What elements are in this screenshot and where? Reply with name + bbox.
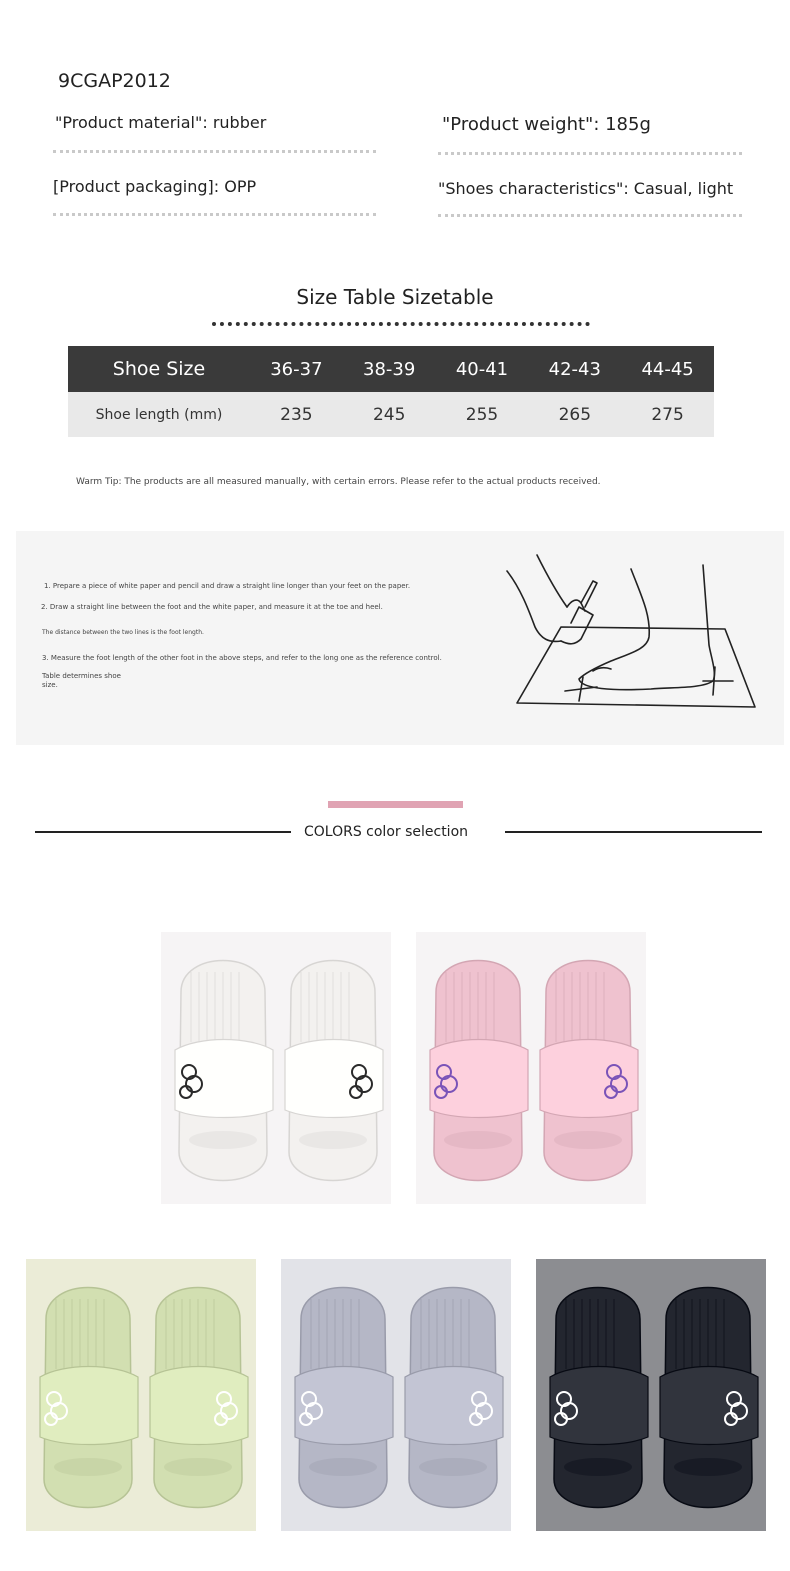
size-table-header-row	[68, 346, 714, 392]
slipper-pair-image	[536, 1259, 766, 1531]
slipper-pair-image	[161, 932, 391, 1204]
measure-table-note-1: Table determines shoe	[42, 672, 121, 680]
row-cell: 265	[528, 392, 621, 437]
color-option-gray[interactable]	[281, 1259, 511, 1531]
accent-bar	[328, 801, 463, 808]
size-table-title: Size Table Sizetable	[296, 285, 494, 309]
shoe-characteristics: "Shoes characteristics": Casual, light	[438, 179, 734, 198]
color-option-black[interactable]	[536, 1259, 766, 1531]
slipper-pair-image	[416, 932, 646, 1204]
header-cell: 42-43	[528, 346, 621, 392]
row-cell: 245	[343, 392, 436, 437]
product-material: "Product material": rubber	[55, 113, 267, 132]
divider	[53, 213, 376, 216]
measure-step-2: 2. Draw a straight line between the foot and the white paper, and measure it at the toe and heel.	[41, 603, 383, 611]
divider	[53, 150, 376, 153]
slipper-pair-image	[281, 1259, 511, 1531]
header-cell: 44-45	[621, 346, 714, 392]
row-cell: Shoe length (mm)	[68, 392, 250, 437]
color-option-green[interactable]	[26, 1259, 256, 1531]
product-packaging: [Product packaging]: OPP	[53, 177, 257, 196]
measure-step-2-note: The distance between the two lines is the foot length.	[42, 629, 204, 636]
row-cell: 255	[436, 392, 529, 437]
title-underline	[212, 322, 590, 326]
header-cell: 36-37	[250, 346, 343, 392]
colors-title: COLORS color selection	[303, 824, 469, 840]
measure-table-note-2: size.	[42, 681, 58, 689]
measure-step-1: 1. Prepare a piece of white paper and pencil and draw a straight line longer than your feet on the paper.	[44, 582, 411, 590]
header-cell: 38-39	[343, 346, 436, 392]
foot-measure-illustration	[501, 549, 771, 729]
divider	[438, 152, 742, 155]
size-table	[68, 346, 714, 437]
color-option-pink[interactable]	[416, 932, 646, 1204]
product-weight: "Product weight": 185g	[442, 114, 651, 135]
divider-line-right	[505, 831, 762, 833]
divider	[438, 214, 742, 217]
header-cell: Shoe Size	[68, 346, 250, 392]
header-cell: 40-41	[436, 346, 529, 392]
product-code: 9CGAP2012	[58, 70, 171, 92]
measure-panel	[16, 531, 784, 745]
warm-tip: Warm Tip: The products are all measured manually, with certain errors. Please refer to the actual products received.	[76, 477, 601, 487]
row-cell: 235	[250, 392, 343, 437]
slipper-pair-image	[26, 1259, 256, 1531]
row-cell: 275	[621, 392, 714, 437]
divider-line-left	[35, 831, 291, 833]
color-option-white[interactable]	[161, 932, 391, 1204]
size-table-row	[68, 392, 714, 437]
measure-step-3: 3. Measure the foot length of the other foot in the above steps, and refer to the long one as the reference control.	[42, 654, 442, 662]
